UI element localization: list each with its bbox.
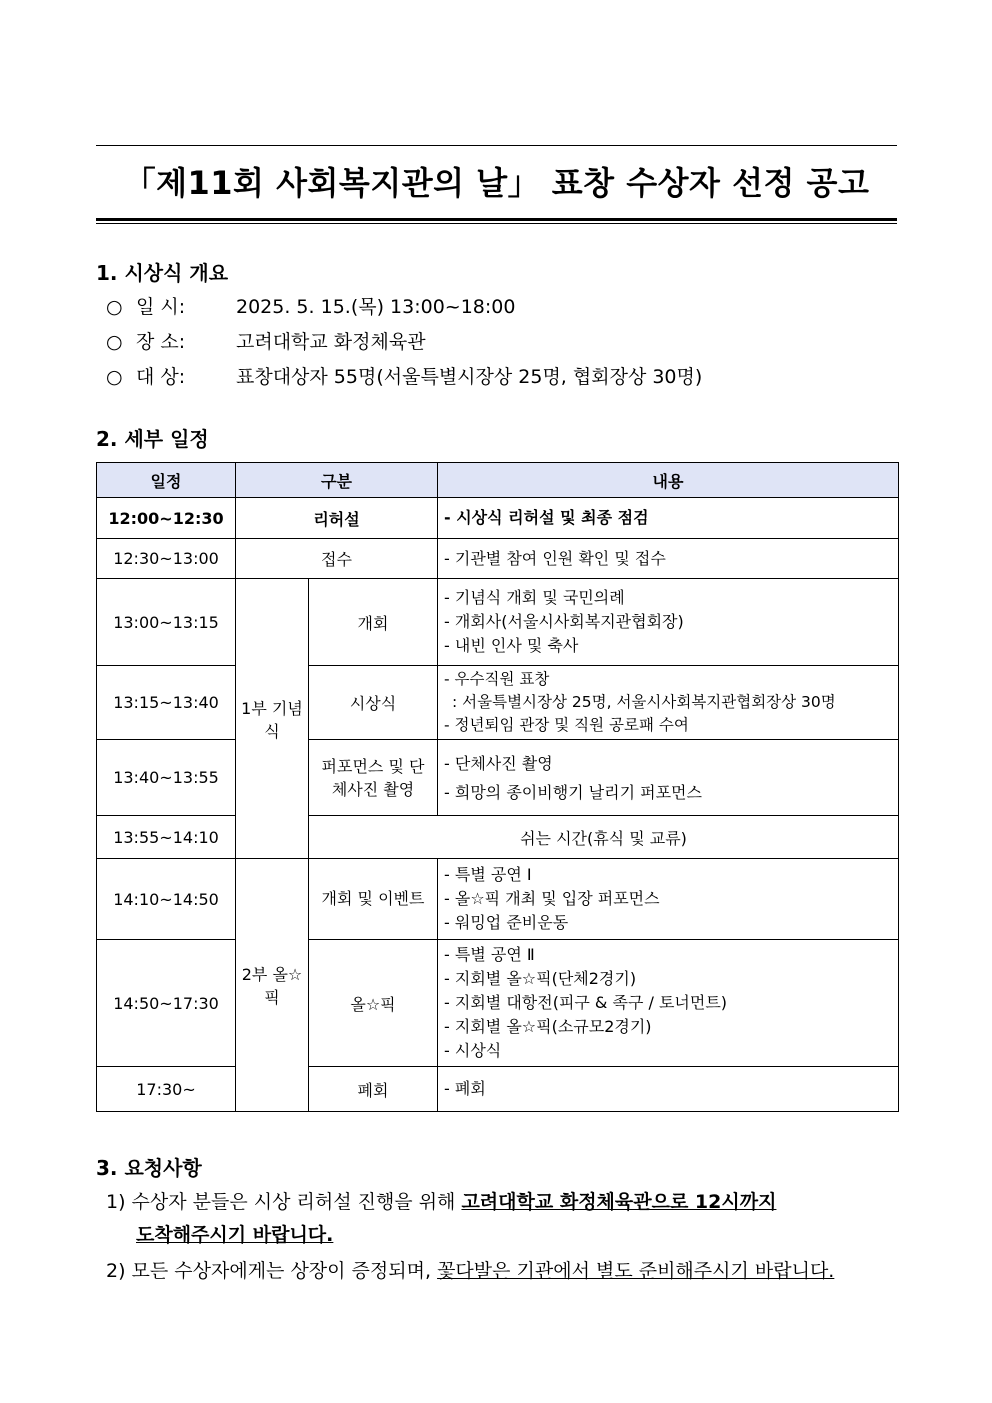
row-time: 12:00~12:30 [97, 498, 236, 539]
row-content: - 우수직원 표창 : 서울특별시장상 25명, 서울시사회복지관협회장상 30명 - 정년퇴임 관장 및 직원 공로패 수여 [438, 666, 899, 740]
circle-bullet-icon: ○ [106, 331, 123, 353]
table-row [97, 940, 899, 1067]
row-content: - 폐회 [438, 1067, 899, 1112]
row-subcategory: 폐회 [309, 1067, 438, 1112]
part1-label: 1부 기념식 [236, 579, 309, 859]
table-row [97, 579, 899, 666]
table-row [97, 740, 899, 816]
page-title: 「제11회 사회복지관의 날」 표창 수상자 선정 공고 [123, 164, 870, 202]
row-time: 13:40~13:55 [97, 740, 236, 816]
row-content: - 기념식 개회 및 국민의례 - 개회사(서울시사회복지관협회장) - 내빈 인사 및 축사 [438, 579, 899, 666]
overview-date-label: 일 시: [136, 296, 186, 318]
header-category: 구분 [236, 463, 438, 498]
request-1-emphasis-cont: 도착해주시기 바랍니다. [136, 1224, 334, 1246]
row-time: 14:10~14:50 [97, 859, 236, 940]
request-1-emphasis: 고려대학교 화정체육관으로 12시까지 [461, 1191, 777, 1213]
row-subcategory: 올☆픽 [309, 940, 438, 1067]
row-content: - 특별 공연 Ⅱ - 지회별 올☆픽(단체2경기) - 지회별 대항전(피구 & 족구 / 토너먼트) - 지회별 올☆픽(소규모2경기) - 시상식 [438, 940, 899, 1067]
part2-label: 2부 올☆픽 [236, 859, 309, 1112]
header-time: 일정 [97, 463, 236, 498]
circle-bullet-icon: ○ [106, 296, 123, 318]
row-category: 접수 [236, 539, 438, 579]
title-bottom-rule-thick [96, 218, 897, 221]
table-row [97, 816, 899, 859]
section2-heading: 2. 세부 일정 [96, 427, 209, 451]
request-item-1: 1) 수상자 분들은 시상 리허설 진행을 위해 고려대학교 화정체육관으로 12시까지 [106, 1191, 777, 1213]
section1-heading: 1. 시상식 개요 [96, 261, 229, 285]
overview-target-item [106, 362, 702, 389]
table-header-row [97, 463, 899, 498]
row-time: 13:15~13:40 [97, 666, 236, 740]
row-time: 17:30~ [97, 1067, 236, 1112]
overview-place-item [106, 327, 426, 354]
overview-target-value: 표창대상자 55명(서울특별시장상 25명, 협회장상 30명) [236, 366, 703, 388]
row-time: 13:00~13:15 [97, 579, 236, 666]
header-content: 내용 [438, 463, 899, 498]
overview-place-value: 고려대학교 화정체육관 [236, 331, 426, 353]
circle-bullet-icon: ○ [106, 366, 123, 388]
table-row [97, 1067, 899, 1112]
table-row [97, 666, 899, 740]
title-bottom-rule-thin [96, 223, 897, 224]
section3-heading: 3. 요청사항 [96, 1156, 202, 1180]
request-item-2: 2) 모든 수상자에게는 상장이 증정되며, 꽃다발은 기관에서 별도 준비해주시기 바랍니다. [106, 1260, 835, 1282]
overview-place-label: 장 소: [136, 331, 186, 353]
table-row [97, 498, 899, 539]
row-subcategory: 퍼포먼스 및 단체사진 촬영 [309, 740, 438, 816]
row-content: - 시상식 리허설 및 최종 점검 [438, 498, 899, 539]
row-category: 리허설 [236, 498, 438, 539]
row-content: - 특별 공연 Ⅰ - 올☆픽 개최 및 입장 퍼포먼스 - 워밍업 준비운동 [438, 859, 899, 940]
request-item-1-cont [136, 1220, 333, 1247]
row-subcategory: 시상식 [309, 666, 438, 740]
table-row [97, 539, 899, 579]
overview-date-item [106, 292, 515, 319]
overview-target-label: 대 상: [136, 366, 186, 388]
overview-date-value: 2025. 5. 15.(목) 13:00~18:00 [236, 296, 516, 318]
row-time: 14:50~17:30 [97, 940, 236, 1067]
row-content: 쉬는 시간(휴식 및 교류) [309, 816, 899, 859]
row-subcategory: 개회 [309, 579, 438, 666]
row-subcategory: 개회 및 이벤트 [309, 859, 438, 940]
row-time: 12:30~13:00 [97, 539, 236, 579]
table-row [97, 859, 899, 940]
row-time: 13:55~14:10 [97, 816, 236, 859]
row-content: - 단체사진 촬영 - 희망의 종이비행기 날리기 퍼포먼스 [438, 740, 899, 816]
row-content: - 기관별 참여 인원 확인 및 접수 [438, 539, 899, 579]
request-2-underline: 꽃다발은 기관에서 별도 준비해주시기 바랍니다. [437, 1260, 835, 1282]
schedule-table [96, 462, 899, 1112]
title-top-rule [96, 145, 897, 146]
